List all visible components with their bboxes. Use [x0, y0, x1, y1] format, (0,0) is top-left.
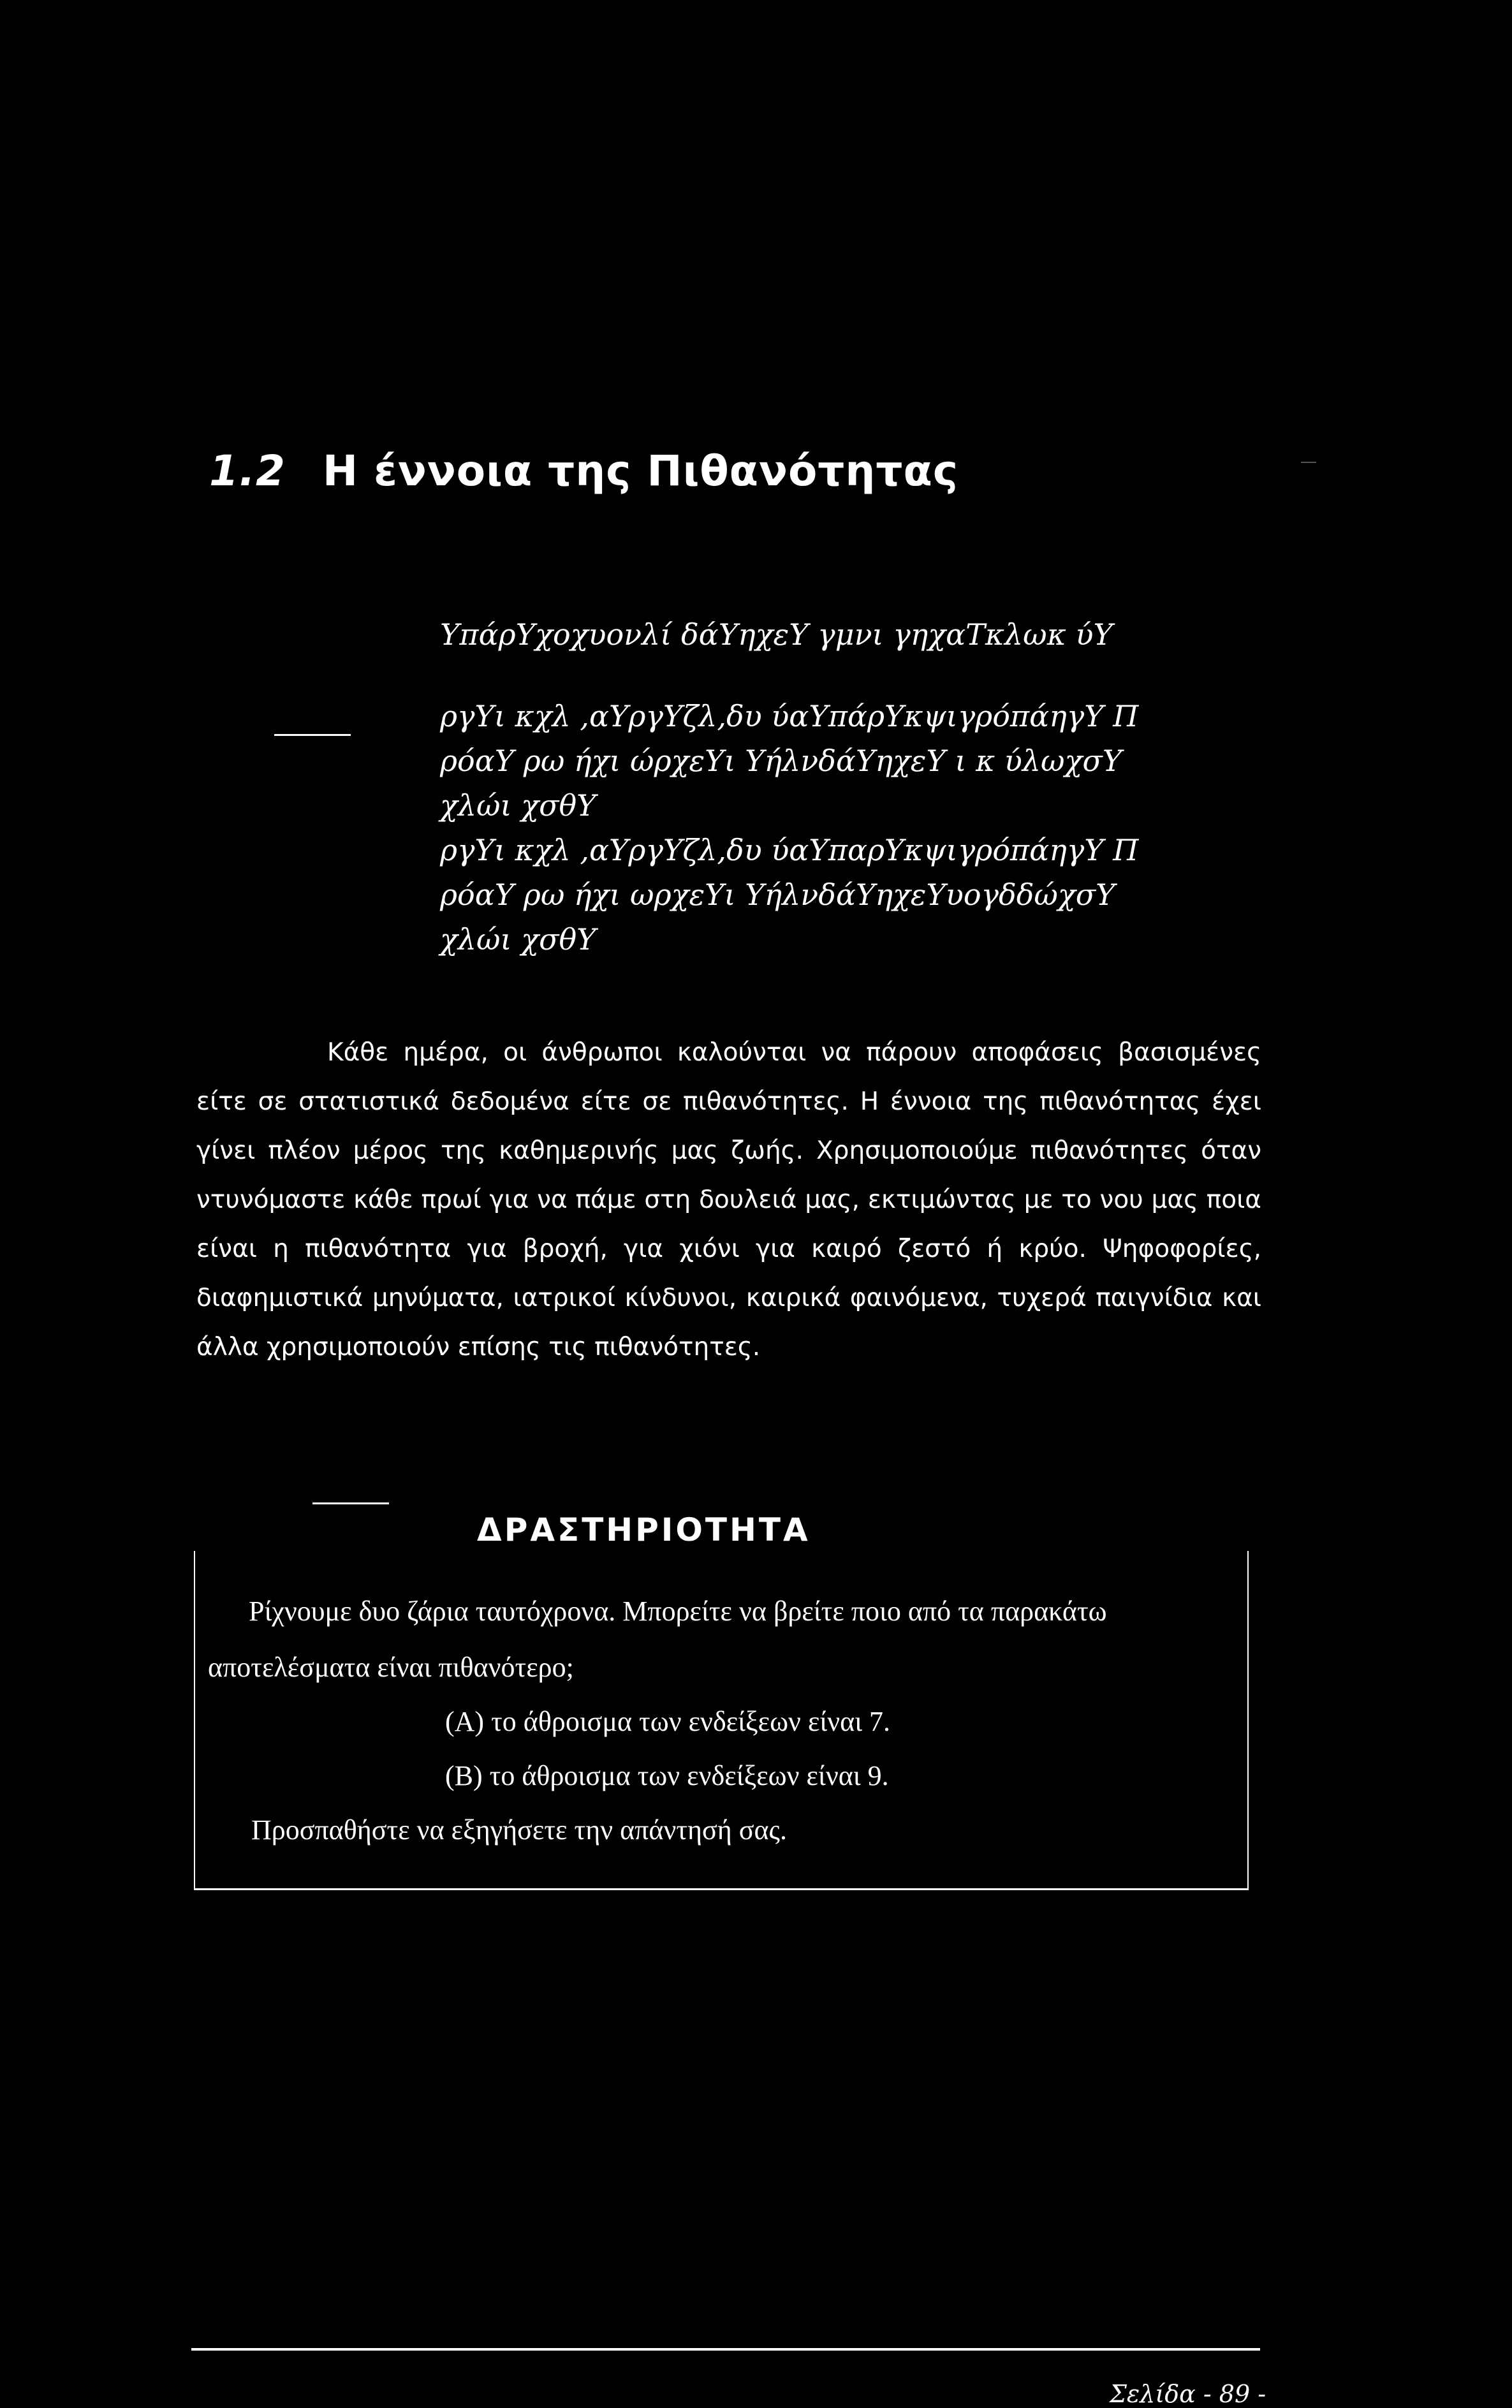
- activity-top-dash: [312, 1502, 389, 1504]
- activity-closing: Προσπαθήστε να εξηγήσετε την απάντησή σας.: [251, 1814, 787, 1846]
- garbled-line-2: ργΥι κχλ ,αΥργΥζλ,δυ ύαΥπάρΥκψιγρόπάηγΥ Π: [440, 699, 1139, 733]
- garbled-line-4: χλώι χσθΥ: [440, 788, 596, 823]
- garbled-line-1: ΥπάρΥχοχυονλί δάΥηχεΥ γμνι γηχαΤκλωκ ύΥ: [440, 617, 1113, 652]
- section-heading: [209, 446, 958, 496]
- garbled-line-5: ργΥι κχλ ,αΥργΥζλ,δυ ύαΥπαρΥκψιγρόπάηγΥ Π: [440, 833, 1139, 867]
- footer-rule: [191, 2348, 1260, 2351]
- garbled-line-7: χλώι χσθΥ: [440, 922, 596, 957]
- activity-option-a: (Α) το άθροισμα των ενδείξεων είναι 7.: [445, 1706, 891, 1737]
- activity-line-1: Ρίχνουμε δυο ζάρια ταυτόχρονα. Μπορείτε να βρείτε ποιο από τα παρακάτω: [249, 1596, 1107, 1627]
- margin-dash: [274, 734, 351, 736]
- activity-option-b: (Β) το άθροισμα των ενδείξεων είναι 9.: [445, 1760, 889, 1791]
- intro-text: Κάθε ημέρα, οι άνθρωποι καλούνται να πάρουν αποφάσεις βασισμένες είτε σε στατιστικά δεδομένα είτε σε πιθανότητες. Η έννοια της πιθανότητας έχει γίνει πλέον μέρος της καθημερινής μας ζωής. Χρησιμοποιούμε πιθανότητες όταν ντυνόμαστε κάθε πρωί για να πάμε στη δουλειά μας, εκτιμώντας με το νου μας ποια είναι η πιθανότητα για βροχή, για χιόνι για καιρό ζεστό ή κρύο. Ψηφοφορίες, διαφημιστικά μηνύματα, ιατρικοί κίνδυνοι, καιρικά φαινόμενα, τυχερά παιγνίδια και άλλα χρησιμοποιούν επίσης τις πιθανότητες.: [196, 1038, 1261, 1362]
- intro-paragraph: [196, 1028, 1261, 1372]
- section-title: Η έννοια της Πιθανότητας: [322, 446, 959, 496]
- activity-line-2: αποτελέσματα είναι πιθανότερο;: [208, 1652, 574, 1683]
- garbled-line-3: ρόαΥ ρω ήχι ώρχεΥι ΥήλνδάΥηχεΥ ι κ ύλωχσΥ: [440, 744, 1122, 778]
- page-number: Σελίδα - 89 -: [1110, 2380, 1266, 2408]
- section-number: 1.2: [209, 446, 286, 496]
- activity-title: ΔΡΑΣΤΗΡΙΟΤΗΤΑ: [477, 1511, 811, 1548]
- garbled-line-6: ρόαΥ ρω ήχι ωρχεΥι ΥήλνδάΥηχεΥυογδδώχσΥ: [440, 877, 1115, 912]
- scan-mark: [1301, 462, 1316, 463]
